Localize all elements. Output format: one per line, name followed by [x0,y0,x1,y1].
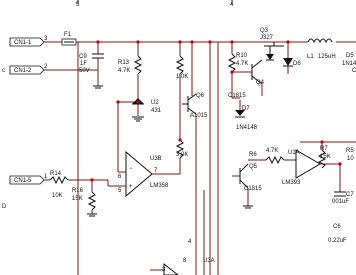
c9-value: 1F [80,61,88,67]
c7-value: 001uF [332,199,350,205]
connector-cn1-1 [10,38,44,46]
d7-part: 1N4148 [236,125,258,131]
resistor-r13 [134,42,142,102]
pin-3: 3 [44,36,48,42]
sheet-border [2,0,356,210]
border-letter-d: D [2,204,7,210]
pin-7: 7 [154,168,158,174]
q6-label: Q6 [196,93,205,99]
q4-label: Q4 [256,80,265,86]
fuse-f1-label: F1 [64,32,72,38]
r13-label: R13 [118,60,130,66]
u3b-part: LM358 [150,183,169,189]
r7-value: 15K [320,154,331,160]
q6-part: A1015 [190,113,208,119]
r5-value: 10 [347,156,354,162]
q5-label: Q5 [249,164,258,170]
r10-label: R10 [236,53,248,59]
r14-label: R14 [50,171,62,177]
r10-value: 4.7K [236,61,249,67]
u2-label: U2 [151,100,159,106]
r7-label: R7 [320,146,328,152]
r13-value: 4.7K [118,68,131,74]
capacitor-c7 [334,164,346,196]
svg-text:CN1-2: CN1-2 [14,68,32,74]
regulator-u2 [118,98,144,121]
c9-label: C9 [79,54,87,60]
l1-value: 125uH [318,54,336,60]
connector-cn1-5 [10,176,44,184]
diode-d6 [283,42,293,74]
c9-voltage: 50V [79,68,90,74]
pin-6: 6 [118,174,122,180]
border-letter-c: c [2,68,5,74]
r-3k-value: 3.0K [176,152,189,158]
r6-label: R6 [249,152,257,158]
l1-label: L1 [307,54,314,60]
pin-2: 2 [44,64,48,70]
inductor-l1 [308,39,332,42]
c1815-b-label: C1815 [244,186,262,192]
c6-value: 0.22uF [328,238,347,244]
border-number-4: 4 [230,2,234,8]
r16-label: R16 [72,188,84,194]
c6-label: C6 [333,224,341,230]
svg-text:−: − [129,166,133,172]
pin-8: 8 [183,258,187,264]
r14-value: 10K [52,193,63,199]
u3a-label: U3A [203,258,215,264]
pin-5: 5 [118,188,122,194]
d7-label: D7 [242,106,250,112]
svg-text:CN1-5: CN1-5 [14,178,32,184]
border-letter-c-right: C [352,68,356,74]
u2-value: 431 [151,108,162,114]
capacitor-c9 [92,42,104,88]
svg-text:+: + [129,184,133,190]
u1a-label: U1A [288,150,300,156]
u1a-part: LM393 [282,180,301,186]
d6-label: D6 [293,61,301,67]
connector-cn1-2 [10,66,44,74]
r5-label: R5 [346,148,354,154]
r-1k-value: 1.0K [176,74,189,80]
svg-text:CN1-1: CN1-1 [14,40,32,46]
d5-part: 1N14 [342,61,356,67]
d5-label: D5 [346,53,354,59]
pin-3b: 3 [162,267,166,273]
pin-4: 4 [188,239,192,245]
pin-1: 1 [44,174,48,180]
r16-value: 15K [72,196,83,202]
c7-label: C7 [346,192,354,198]
q3-label: Q3 [260,28,269,34]
transistor-q3 [258,42,290,60]
r6-value: 4.7K [266,148,279,154]
resistor-r10 [229,42,235,98]
q3-part: J327 [260,35,274,41]
border-number-5: 5 [76,2,80,8]
c1815-a-label: C1815 [228,93,246,99]
resistor-1k [177,42,183,140]
u3b-label: U3B [150,156,162,162]
